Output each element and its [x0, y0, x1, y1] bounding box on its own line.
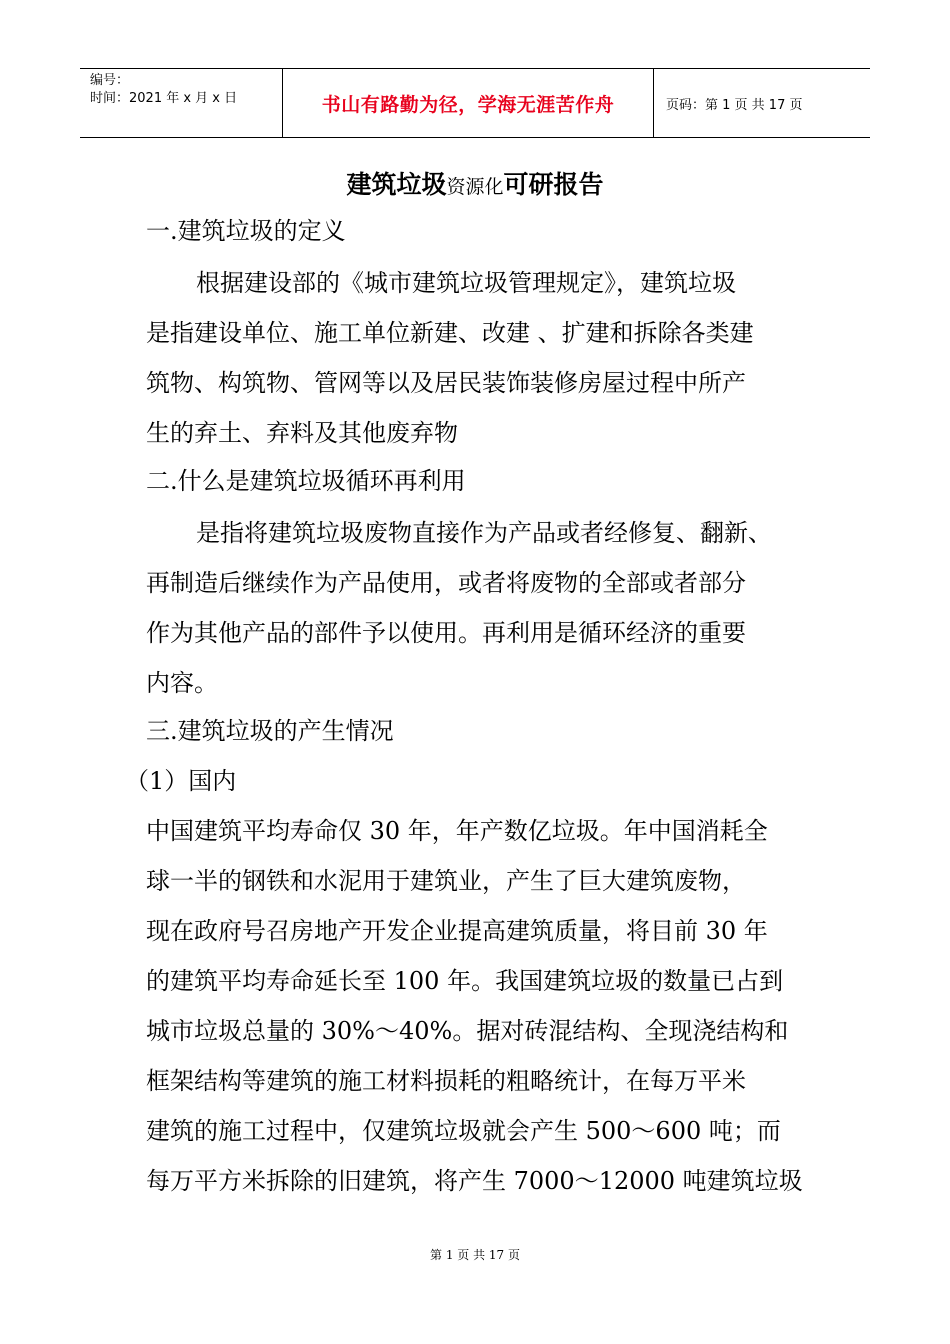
paragraph-line: 是指将建筑垃圾废物直接作为产品或者经修复、翻新、 [196, 519, 772, 547]
paragraph-line: 建筑的施工过程中，仅建筑垃圾就会产生 500～600 吨；而 [146, 1117, 781, 1145]
paragraph-line: 内容。 [146, 669, 218, 697]
paragraph-line: 是指建设单位、施工单位新建、改建 、扩建和拆除各类建 [146, 319, 754, 347]
title-part-1: 建筑垃圾 [346, 170, 447, 199]
title-part-2: 资源化 [446, 176, 504, 198]
paragraph-line: 现在政府号召房地产开发企业提高建筑质量，将目前 30 年 [146, 917, 768, 945]
doc-time-label: 时间：2021 年 x 月 x 日 [90, 91, 238, 106]
paragraph-line: 生的弃土、弃料及其他废弃物 [146, 419, 458, 447]
section-heading-1: 一.建筑垃圾的定义 [146, 217, 346, 245]
paragraph-line: 筑物、构筑物、管网等以及居民装饰装修房屋过程中所产 [146, 369, 746, 397]
document-header [80, 68, 870, 138]
title-part-3: 可研报告 [503, 170, 604, 199]
section-heading-3: 三.建筑垃圾的产生情况 [146, 717, 394, 745]
paragraph-line: 球一半的钢铁和水泥用于建筑业，产生了巨大建筑废物， [146, 867, 746, 895]
paragraph-line: 每万平方米拆除的旧建筑，将产生 7000～12000 吨建筑垃圾 [146, 1167, 803, 1195]
doc-number-label: 编号： [90, 73, 130, 88]
document-title [0, 168, 950, 204]
paragraph-line: 的建筑平均寿命延长至 100 年。我国建筑垃圾的数量已占到 [146, 967, 784, 995]
header-motto: 书山有路勤为径，学海无涯苦作舟 [282, 69, 654, 137]
header-meta [80, 69, 282, 137]
paragraph-line: 作为其他产品的部件予以使用。再利用是循环经济的重要 [146, 619, 746, 647]
paragraph-line: 中国建筑平均寿命仅 30 年，年产数亿垃圾。年中国消耗全 [146, 817, 768, 845]
subsection-heading: （1）国内 [125, 767, 237, 795]
paragraph-line: 再制造后继续作为产品使用，或者将废物的全部或者部分 [146, 569, 746, 597]
header-page-info: 页码：第 1 页 共 17 页 [666, 97, 803, 113]
paragraph-line: 框架结构等建筑的施工材料损耗的粗略统计，在每万平米 [146, 1067, 746, 1095]
page-footer: 第 1 页 共 17 页 [430, 1248, 520, 1262]
section-heading-2: 二.什么是建筑垃圾循环再利用 [146, 467, 466, 495]
paragraph-line: 城市垃圾总量的 30%～40%。据对砖混结构、全现浇结构和 [146, 1017, 789, 1045]
paragraph-line: 根据建设部的《城市建筑垃圾管理规定》，建筑垃圾 [196, 269, 736, 297]
